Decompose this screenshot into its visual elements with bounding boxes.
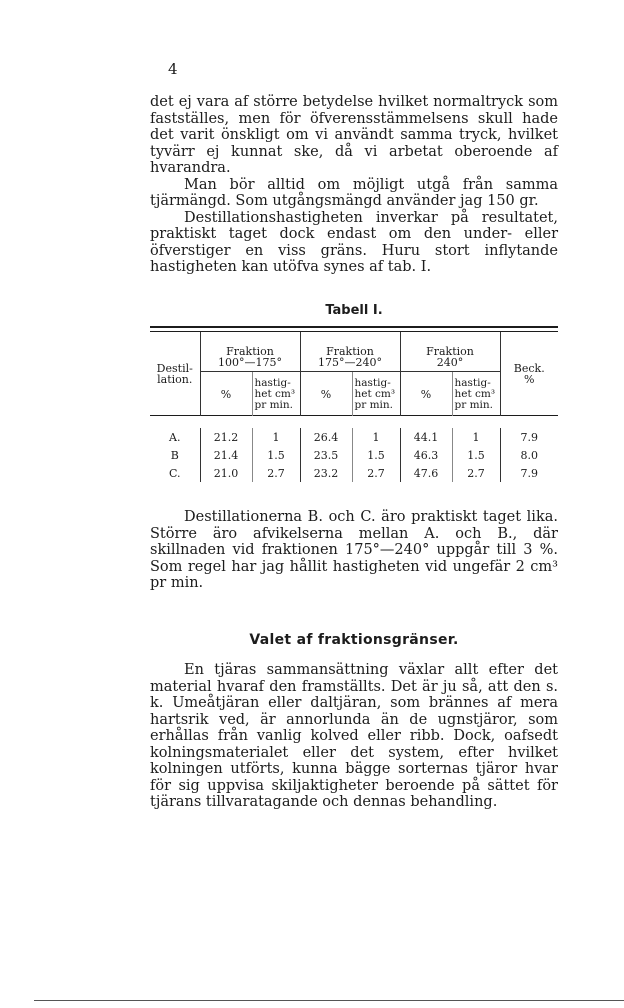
table-cell: 2.7 (452, 464, 500, 482)
paragraph-4: Destillationerna B. och C. äro praktiskt taget lika. Större äro afvikelserna mellan A. och B., där skillnaden vid fraktionen 175°—240° uppgår till 3 %. Som regel har jag hållit hastigheten vid ungefär 2 cm³ pr min. (150, 509, 558, 591)
subheader-speed-3: hastig- het cm³ pr min. (452, 372, 500, 416)
table-cell: 1 (252, 428, 300, 446)
data-table (150, 326, 558, 482)
bottom-rule (34, 1000, 624, 1001)
table-cell: 44.1 (400, 428, 452, 446)
table-cell: 21.2 (200, 428, 252, 446)
table-cell: 23.5 (300, 446, 352, 464)
subheader-percent-1: % (200, 372, 252, 416)
header-fraction-1: Fraktion 100°—175° (200, 332, 300, 372)
subheader-percent-3: % (400, 372, 452, 416)
table-cell: 46.3 (400, 446, 452, 464)
table-cell: A. (169, 430, 181, 444)
table-cell: 1.5 (352, 446, 400, 464)
paragraph-1: det ej vara af större betydelse hvilket normaltryck som fastställes, men för öfverensstämmelsens skull hade det varit önskligt om vi användt samma tryck, hvilket tyvärr ej kunnat ske, då vi arbetat oberoende af hvarandra. (150, 94, 558, 176)
header-destillation: Destil- lation. (156, 361, 193, 386)
subheader-speed-1: hastig- het cm³ pr min. (252, 372, 300, 416)
body-text-top (150, 94, 558, 276)
table-cell: 1 (352, 428, 400, 446)
table-cell: 21.0 (200, 464, 252, 482)
table-cell: 8.0 (500, 446, 558, 464)
subheader-speed-2: hastig- het cm³ pr min. (352, 372, 400, 416)
paragraph-2: Man bör alltid om möjligt utgå från samma tjärmängd. Som utgångsmängd använder jag 150 gr. (150, 176, 558, 209)
header-fraction-3: Fraktion 240° (400, 332, 500, 372)
table-cell: 47.6 (400, 464, 452, 482)
table-cell: 2.7 (352, 464, 400, 482)
table-cell: 7.9 (500, 428, 558, 446)
table-row (150, 446, 558, 464)
header-beck: Beck. % (500, 332, 558, 416)
table-cell: 26.4 (300, 428, 352, 446)
table-cell: 23.2 (300, 464, 352, 482)
table-cell: 1 (452, 428, 500, 446)
table-cell: B (170, 448, 179, 462)
table-cell: C. (168, 466, 181, 480)
table-cell: 1.5 (252, 446, 300, 464)
section-heading: Valet af fraktionsgränser. (249, 632, 459, 648)
table-title: Tabell I. (325, 303, 383, 318)
body-text-after-table (150, 509, 558, 592)
page-number: 4 (168, 60, 178, 78)
body-text-section (150, 662, 558, 811)
paragraph-5: En tjäras sammansättning växlar allt efter det material hvaraf den framställts. Det är ju så, att den s. k. Umeåtjäran eller daltjäran, som brännes af mera hartsrik ved, är annorlunda än de ugnstjäror, som erhållas från vanlig kolved eller ribb. Dock, oafsedt kolningsmaterialet eller det system, efter hvilket kolningen utförts, kunna bägge sorternas tjäror hvar för sig uppvisa skiljaktigheter beroende på sättet för tjärans tillvaratagande och dennas behandling. (150, 662, 558, 810)
table-row (150, 464, 558, 482)
table-cell: 2.7 (252, 464, 300, 482)
subheader-percent-2: % (300, 372, 352, 416)
table-cell: 7.9 (500, 464, 558, 482)
table-cell: 1.5 (452, 446, 500, 464)
header-fraction-2: Fraktion 175°—240° (300, 332, 400, 372)
paragraph-3: Destillationshastigheten inverkar på resultatet, praktiskt taget dock endast om den under- eller öfverstiger en viss gräns. Huru stort inflytande hastigheten kan utöfva synes af tab. I. (150, 209, 558, 275)
table-cell: 21.4 (200, 446, 252, 464)
table-row (150, 428, 558, 446)
